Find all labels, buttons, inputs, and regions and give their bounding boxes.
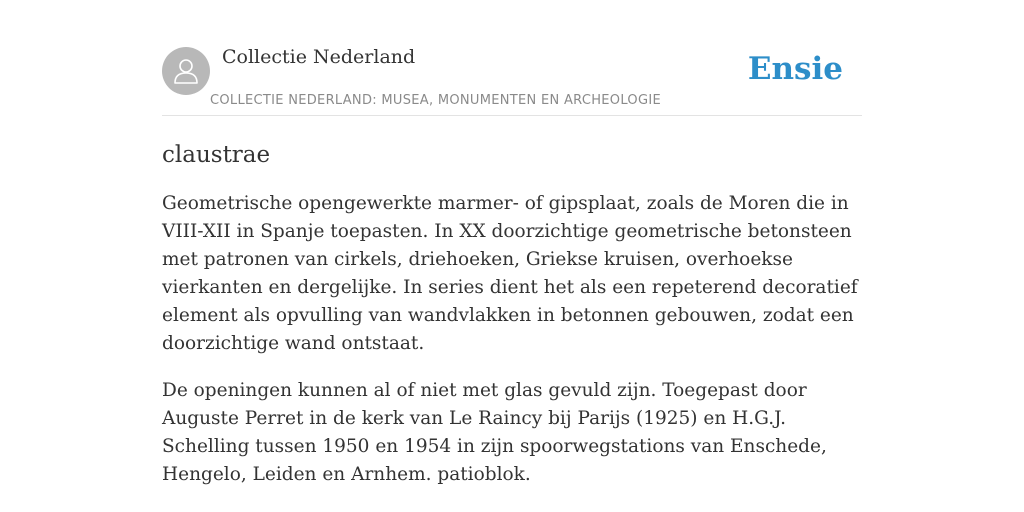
author-name-link[interactable]: Collectie Nederland [222,46,416,68]
definition-body [162,190,862,489]
source-link[interactable]: COLLECTIE NEDERLAND: MUSEA, MONUMENTEN EN ARCHEOLOGIE [210,93,661,108]
definition-paragraph-2: De openingen kunnen al of niet met glas gevuld zijn. Toegepast door Auguste Perret in de kerk van Le Raincy bij Parijs (1925) en H.G.J. Schelling tussen 1950 en 1954 in zijn spoorwegstations van Enschede, Hengelo, Leiden en Arnhem. patioblok. [162,380,827,485]
author-avatar[interactable] [162,47,210,95]
entry-card [162,45,862,489]
ensie-logo[interactable]: Ensie [747,51,843,87]
user-icon [171,56,201,86]
definition-paragraph-1: Geometrische opengewerkte marmer- of gipsplaat, zoals de Moren die in VIII-XII in Spanje toepasten. In XX doorzichtige geometrische betonsteen met patronen van cirkels, driehoeken, Griekse kruisen, overhoekse vierkanten en dergelijke. In series dient het als een repeterend decoratief element als opvulling van wandvlakken in betonnen gebouwen, zodat een doorzichtige wand ontstaat. [162,193,858,354]
entry-header [162,45,862,116]
term-title: claustrae [162,142,271,168]
